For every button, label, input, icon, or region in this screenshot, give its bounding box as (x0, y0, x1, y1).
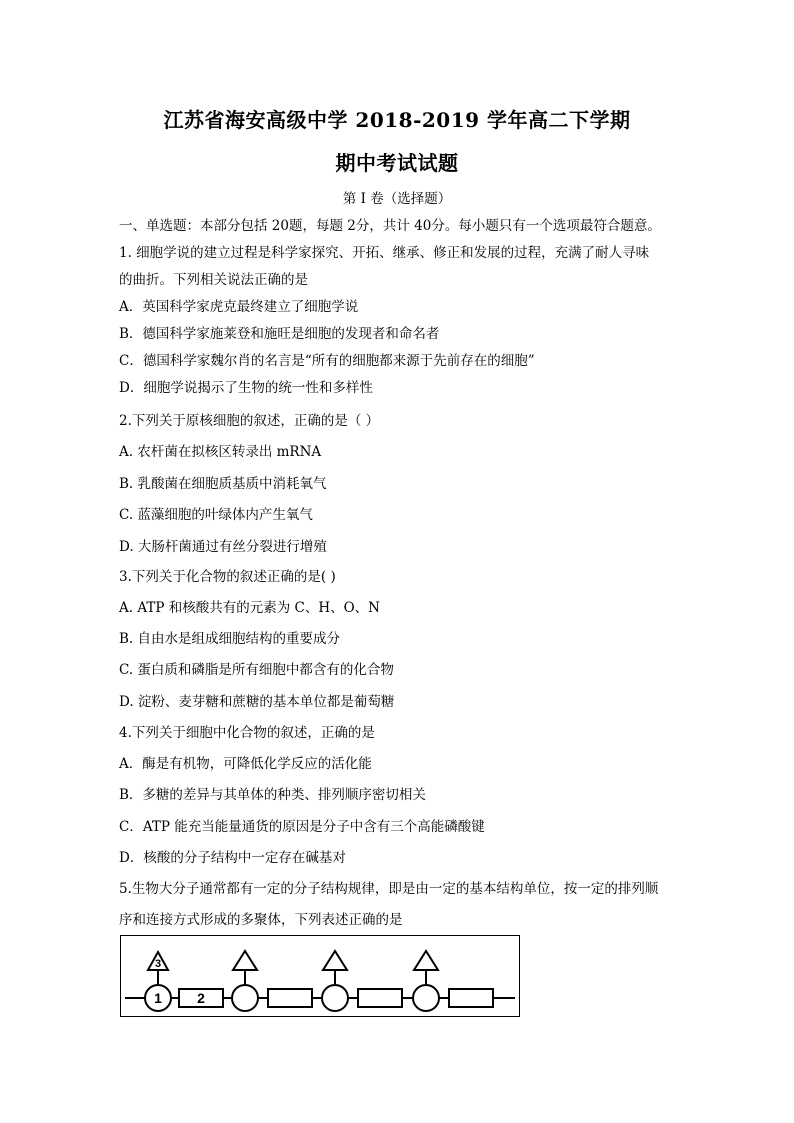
triangle-subunit (233, 951, 257, 970)
circle-subunit (232, 985, 258, 1011)
q1-stem-line1: 1. 细胞学说的建立过程是科学家探究、开拓、继承、修正和发展的过程，充满了耐人寻味 (119, 245, 650, 261)
label-3: 3 (154, 958, 162, 970)
instructions: 一、单选题：本部分包括 20题，每题 2分，共计 40分。每小题只有一个选项最符合题意。 (119, 218, 661, 234)
q4-option-b: B．多糖的差异与其单体的种类、排列顺序密切相关 (119, 787, 426, 803)
exam-title-line2: 期中考试试题 (335, 151, 459, 175)
q4-option-a: A．酶是有机物，可降低化学反应的活化能 (119, 756, 372, 772)
q2-stem: 2.下列关于原核细胞的叙述，正确的是（ ） (119, 413, 380, 429)
triangle-subunit (414, 951, 438, 970)
q2-option-d: D. 大肠杆菌通过有丝分裂进行增殖 (119, 539, 327, 555)
q2-option-c: C. 蓝藻细胞的叶绿体内产生氧气 (119, 507, 313, 523)
circle-subunit (413, 985, 439, 1011)
section-heading: 第 I 卷（选择题） (342, 191, 452, 207)
rectangle-subunit (268, 989, 312, 1007)
q3-option-a: A. ATP 和核酸共有的元素为 C、H、O、N (119, 600, 380, 616)
polymer-chain-figure (121, 936, 519, 1016)
q3-stem: 3.下列关于化合物的叙述正确的是( ) (119, 569, 336, 585)
q3-option-c: C. 蛋白质和磷脂是所有细胞中都含有的化合物 (119, 662, 394, 678)
label-2: 2 (197, 990, 205, 1006)
q1-option-a: A．英国科学家虎克最终建立了细胞学说 (119, 299, 359, 315)
rectangle-subunit (449, 989, 493, 1007)
circle-subunit (322, 985, 348, 1011)
rectangle-subunit (358, 989, 402, 1007)
q1-stem-line2: 的曲折。下列相关说法正确的是 (119, 272, 308, 288)
exam-title-line1: 江苏省海安高级中学 2018-2019 学年高二下学期 (163, 108, 631, 132)
triangle-subunit (323, 951, 347, 970)
label-1: 1 (154, 990, 162, 1006)
polymer-structure-diagram (120, 935, 520, 1017)
q4-stem: 4.下列关于细胞中化合物的叙述，正确的是 (119, 725, 375, 741)
q5-stem-line2: 序和连接方式形成的多聚体，下列表述正确的是 (119, 912, 403, 928)
q4-option-d: D．核酸的分子结构中一定存在碱基对 (119, 850, 346, 866)
q3-option-b: B. 自由水是组成细胞结构的重要成分 (119, 631, 341, 647)
q5-stem-line1: 5.生物大分子通常都有一定的分子结构规律，即是由一定的基本结构单位，按一定的排列顺 (119, 881, 659, 897)
q2-option-b: B. 乳酸菌在细胞质基质中消耗氧气 (119, 476, 327, 492)
q3-option-d: D. 淀粉、麦芽糖和蔗糖的基本单位都是葡萄糖 (119, 694, 395, 710)
q1-option-c: C．德国科学家魏尔肖的名言是“所有的细胞都来源于先前存在的细胞” (119, 353, 535, 369)
q1-option-b: B．德国科学家施莱登和施旺是细胞的发现者和命名者 (119, 326, 440, 342)
q4-option-c: C．ATP 能充当能量通货的原因是分子中含有三个高能磷酸键 (119, 819, 485, 835)
q2-option-a: A. 农杆菌在拟核区转录出 mRNA (119, 444, 322, 460)
q1-option-d: D．细胞学说揭示了生物的统一性和多样性 (119, 380, 373, 396)
